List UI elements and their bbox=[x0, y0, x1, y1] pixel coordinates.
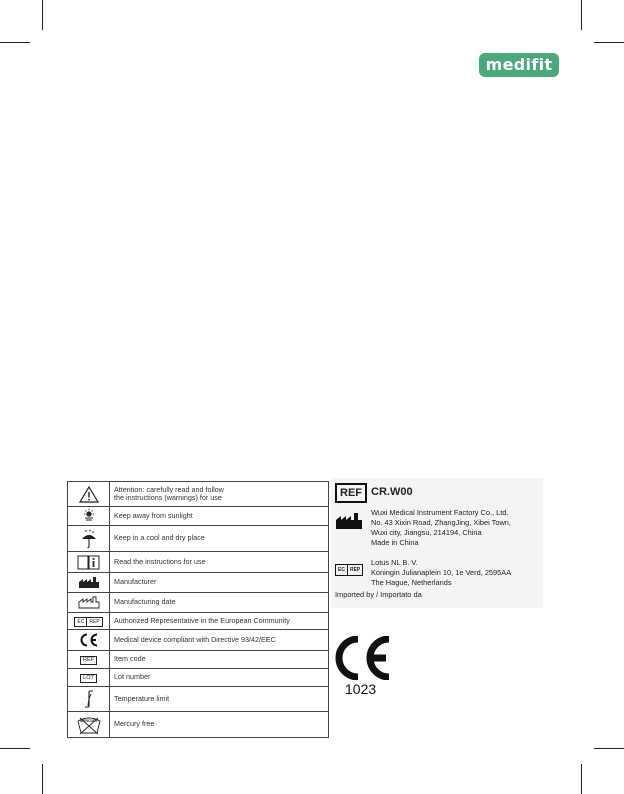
address-line: No. 43 Xixin Road, ZhangJing, Xibei Town, bbox=[371, 518, 511, 527]
table-row bbox=[68, 507, 329, 526]
crop-mark bbox=[581, 0, 582, 30]
symbol-description: Manufacturer bbox=[114, 577, 157, 587]
ec-rep-icon bbox=[74, 617, 102, 627]
crop-mark bbox=[0, 748, 30, 749]
sun-icon bbox=[68, 509, 109, 523]
crop-mark bbox=[594, 42, 624, 43]
ce-icon bbox=[68, 633, 109, 647]
crop-mark bbox=[42, 764, 43, 794]
model-number: CR.W00 bbox=[371, 486, 413, 498]
brand-logo: medifit bbox=[479, 53, 559, 77]
ref-label: REF bbox=[335, 483, 367, 503]
crop-mark bbox=[0, 42, 30, 43]
table-row bbox=[68, 651, 329, 669]
address-line: Made in China bbox=[371, 538, 419, 547]
crop-mark bbox=[594, 748, 624, 749]
rep-label: REP bbox=[347, 565, 362, 575]
crop-mark bbox=[42, 0, 43, 30]
symbol-description: Lot number bbox=[114, 672, 151, 682]
thermometer-icon bbox=[68, 689, 109, 709]
symbol-description: Attention: carefully read and follow the instructions (warnings) for use bbox=[114, 484, 224, 502]
address-line: The Hague, Netherlands bbox=[371, 578, 452, 587]
address-line: Lotus NL B. V. bbox=[371, 558, 418, 567]
symbol-description: Manufacturing date bbox=[114, 597, 176, 607]
mercury-free-icon bbox=[68, 714, 109, 736]
address-line: Koningin Julianaplein 10, 1e Verd, 2595AA bbox=[371, 568, 512, 577]
factory-icon bbox=[68, 576, 109, 589]
symbols-legend-table bbox=[67, 481, 329, 738]
table-row bbox=[68, 669, 329, 687]
product-info-panel bbox=[331, 478, 543, 608]
address-line: Wuxi city, Jiangsu, 214194, China bbox=[371, 528, 482, 537]
ec-label: EC bbox=[77, 618, 85, 625]
ce-mark-icon bbox=[333, 636, 391, 685]
table-row bbox=[68, 482, 329, 507]
symbol-description: Authorized Representative in the European Community bbox=[114, 615, 290, 625]
table-row bbox=[68, 526, 329, 552]
manufacturer-address bbox=[371, 508, 511, 548]
table-row bbox=[68, 573, 329, 593]
table-row bbox=[68, 552, 329, 573]
symbol-description: Keep away from sunlight bbox=[114, 510, 193, 520]
importer-label: Imported by / Importato da bbox=[335, 590, 422, 599]
table-row bbox=[68, 613, 329, 630]
table-row bbox=[68, 712, 329, 738]
factory-icon bbox=[335, 512, 363, 532]
symbol-description: Mercury free bbox=[114, 719, 155, 729]
ref-icon: REF bbox=[80, 656, 97, 665]
umbrella-icon bbox=[68, 529, 109, 549]
factory-outline-icon bbox=[68, 596, 109, 609]
representative-address bbox=[371, 558, 511, 588]
book-info-icon bbox=[68, 554, 109, 570]
table-row bbox=[68, 687, 329, 712]
ec-label: EC bbox=[338, 567, 345, 573]
symbol-description: Item code bbox=[114, 654, 146, 664]
symbol-description: Keep in a cool and dry place bbox=[114, 533, 205, 543]
table-row bbox=[68, 630, 329, 651]
symbol-description: Temperature limit bbox=[114, 693, 170, 703]
symbol-description: Medical device compliant with Directive 93/42/EEC bbox=[114, 634, 276, 644]
notified-body-number: 1023 bbox=[345, 681, 377, 697]
symbol-description: Read the instructions for use bbox=[114, 556, 206, 566]
table-row bbox=[68, 593, 329, 613]
address-line: Wuxi Medical Instrument Factory Co., Ltd. bbox=[371, 508, 509, 517]
ec-rep-icon bbox=[335, 564, 363, 576]
crop-mark bbox=[581, 764, 582, 794]
warning-triangle-icon bbox=[68, 486, 109, 503]
rep-label: REP bbox=[86, 618, 101, 626]
mercury-label: MERCURY bbox=[79, 718, 98, 723]
lot-icon: LOT bbox=[80, 674, 97, 683]
